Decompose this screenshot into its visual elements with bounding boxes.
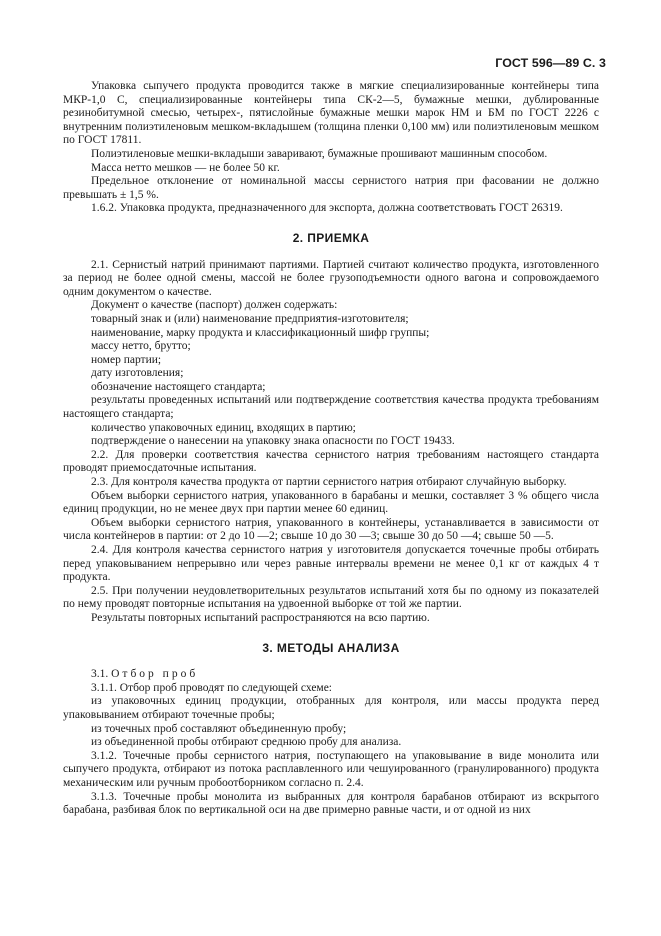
section-heading-methods: 3. МЕТОДЫ АНАЛИЗА (262, 640, 400, 655)
paragraph: Объем выборки сернистого натрия, упакованного в барабаны и мешки, составляет 3 % общего числа единиц продукции, но не менее двух при партии менее 60 единиц. (63, 489, 599, 516)
paragraph: 1.6.2. Упаковка продукта, предназначенного для экспорта, должна соответствовать ГОСТ 26319. (91, 202, 563, 215)
paragraph: 3.1.3. Точечные пробы монолита из выбранных для контроля барабанов отбирают из вскрытого барабана, разбивая блок по вертикальной оси на две примерно равные части, и от одной из них (63, 790, 599, 817)
paragraph: 3.1.1. Отбор проб проводят по следующей схеме: (91, 681, 333, 694)
subsection-heading (63, 668, 599, 682)
list-item: результаты проведенных испытаний или подтверждение соответствия качества продукта требованиям настоящего стандарта; (63, 394, 599, 421)
subsection-title: Отбор проб (111, 668, 199, 681)
page-header: ГОСТ 596—89 С. 3 (495, 56, 606, 70)
paragraph: 3.1.2. Точечные пробы сернистого натрия, поступающего на упаковывание в виде монолита или сыпучего продукта, отбирают из потока расплавленного или чешуированного (гранулированного) продукта механическим или ручным пробоотборником согласно п. 2.4. (63, 749, 599, 789)
paragraph: Объем выборки сернистого натрия, упакованного в контейнеры, устанавливается в зависимости от числа контейнеров в партии: от 2 до 10 —2; свыше 10 до 30 —3; свыше 30 до 50 —4; свыше 50 —5. (63, 516, 599, 543)
list-item: дату изготовления; (91, 367, 184, 380)
paragraph: Масса нетто мешков — не более 50 кг. (91, 161, 280, 174)
section-heading-acceptance: 2. ПРИЕМКА (292, 230, 370, 245)
paragraph: 2.2. Для проверки соответствия качества сернистого натрия требованиям настоящего стандарта проводят приемосдаточные испытания. (63, 448, 599, 475)
list-item: из объединенной пробы отбирают среднюю пробу для анализа. (91, 736, 402, 749)
paragraph: Полиэтиленовые мешки-вкладыши заваривают, бумажные прошивают машинным способом. (91, 147, 548, 160)
list-item: из упаковочных единиц продукции, отобранных для контроля, или массы продукта перед упаковыванием отбирают точечные пробы; (63, 695, 599, 721)
paragraph: Предельное отклонение от номинальной массы сернистого натрия при фасовании не должно превышать ± 1,5 %. (63, 175, 599, 201)
paragraph: Документ о качестве (паспорт) должен содержать: (91, 299, 338, 312)
list-item: массу нетто, брутто; (91, 340, 191, 353)
list-item: подтверждение о нанесении на упаковку знака опасности по ГОСТ 19433. (91, 435, 455, 448)
subsection-number: 3.1. (91, 668, 109, 681)
paragraph: 2.4. Для контроля качества сернистого натрия у изготовителя допускается точечные пробы отбирать перед упаковыванием непрерывно или через равные интервалы времени не менее 0,1 кг от каждых 4 т продукта. (63, 544, 599, 584)
list-item: наименование, марку продукта и классификационный шифр группы; (91, 326, 430, 339)
list-item: номер партии; (91, 353, 162, 366)
list-item: количество упаковочных единиц, входящих в партию; (91, 421, 356, 434)
paragraph: Упаковка сыпучего продукта проводится также в мягкие специализированные контейнеры типа МКР-1,0 С, специализированные контейнеры типа СК-2—5, бумажные мешки, дублированные резинобитумной смесью, четырех-, пятислойные бумажные мешки марок НМ и БМ по ГОСТ 2226 с внутренним полиэтиленовым мешком-вкладышем (толщина пленки 0,100 мм) или полиэтиленовым мешком по ГОСТ 17811. (63, 80, 599, 147)
list-item: обозначение настоящего стандарта; (91, 380, 266, 393)
paragraph: 2.3. Для контроля качества продукта от партии сернистого натрия отбирают случайную выборку. (91, 476, 567, 489)
paragraph: 2.5. При получении неудовлетворительных результатов испытаний хотя бы по одному из показателей по нему проводят повторные испытания на удвоенной выборке от той же партии. (63, 584, 599, 611)
paragraph: Результаты повторных испытаний распространяются на всю партию. (91, 611, 430, 624)
list-item: из точечных проб составляют объединенную пробу; (91, 722, 347, 735)
paragraph: 2.1. Сернистый натрий принимают партиями. Партией считают количество продукта, изготовленного за период не более одной смены, массой не более грузоподъемности одного вагона и сопровождаемого одним документом о качестве. (63, 258, 599, 298)
document-body (63, 80, 599, 818)
list-item: товарный знак и (или) наименование предприятия-изготовителя; (91, 312, 409, 325)
